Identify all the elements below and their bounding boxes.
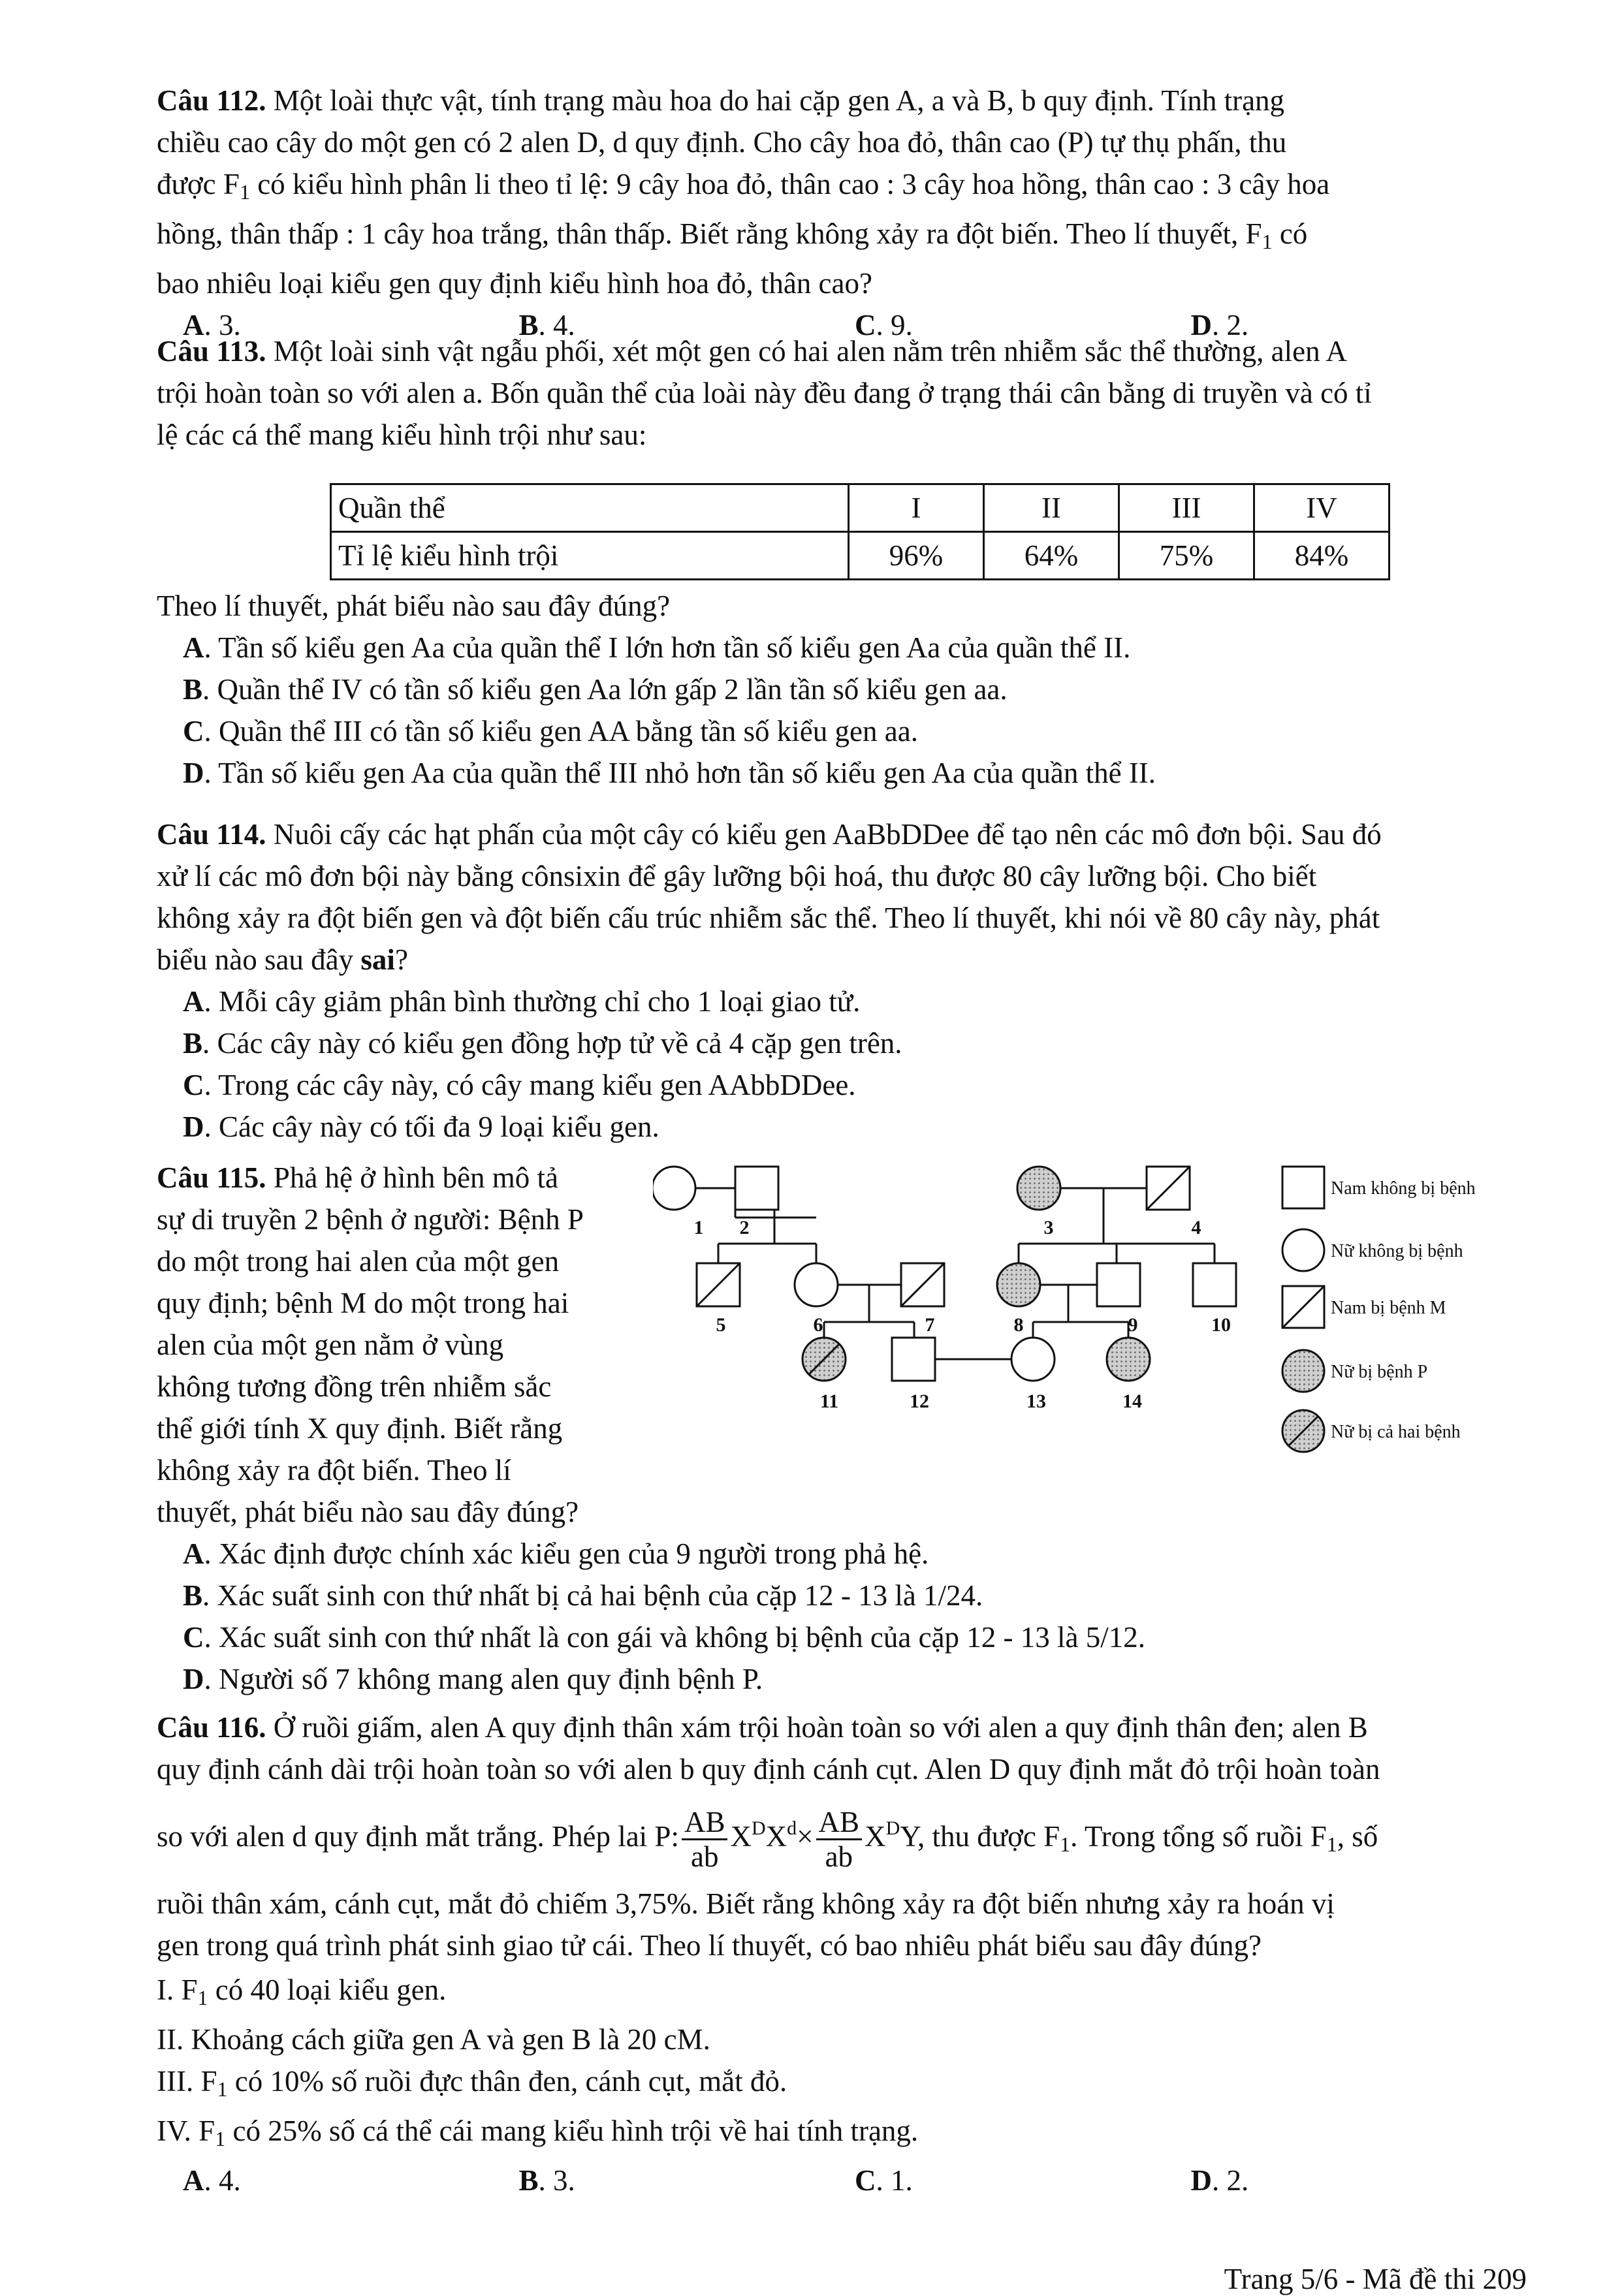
option-a[interactable]: A. 3. bbox=[183, 309, 241, 341]
question-113-options bbox=[157, 585, 1527, 794]
option-a[interactable]: A. 4. bbox=[183, 2164, 241, 2197]
option-b[interactable]: B. 4. bbox=[518, 309, 575, 341]
legend-label: Nữ không bị bệnh bbox=[1331, 1241, 1463, 1261]
table-cell: 75% bbox=[1119, 532, 1254, 580]
table-header: II bbox=[984, 484, 1119, 532]
question-text: thuyết, phát biểu nào sau đây đúng? bbox=[157, 1496, 579, 1528]
question-text: không tương đồng trên nhiễm sắc bbox=[157, 1370, 552, 1403]
question-112 bbox=[157, 80, 1527, 346]
individual-6 bbox=[795, 1263, 838, 1306]
legend-label: Nữ bị bệnh P bbox=[1331, 1362, 1428, 1382]
question-text: chiều cao cây do một gen có 2 alen D, d quy định. Cho cây hoa đỏ, thân cao (P) tự thụ phấn, thu bbox=[157, 126, 1287, 159]
statement-2: II. Khoảng cách giữa gen A và gen B là 20 cM. bbox=[157, 2023, 710, 2056]
option-d[interactable]: D. Các cây này có tối đa 9 loại kiểu gen. bbox=[183, 1110, 659, 1143]
question-text: quy định; bệnh M do một trong hai bbox=[157, 1287, 569, 1319]
cross-formula-line: so với alen d quy định mắt trắng. Phép lai P: $\frac{AB}{ab}$ $X^DX^d\times$ $\frac{AB}{ab}$ $X^DY$, thu được $F_1$. Trong tổng số ruồi $F_1$, số bbox=[157, 1806, 1378, 1874]
individual-14 bbox=[1107, 1338, 1150, 1381]
statement-3: III. $F_1$ có 10% số ruồi đực thân đen, cánh cụt, mắt đỏ. bbox=[157, 2065, 787, 2101]
individual-number: 2 bbox=[739, 1217, 750, 1238]
question-label: Câu 113. bbox=[157, 335, 266, 368]
question-text: do một trong hai alen của một gen bbox=[157, 1245, 560, 1278]
option-c[interactable]: C. 9. bbox=[855, 309, 913, 341]
question-115 bbox=[157, 1157, 640, 1533]
question-label: Câu 112. bbox=[157, 84, 266, 117]
question-text: ruồi thân xám, cánh cụt, mắt đỏ chiếm 3,75%. Biết rằng không xảy ra đột biến nhưng xảy ra hoán vị bbox=[157, 1887, 1335, 1920]
individual-1 bbox=[653, 1167, 695, 1210]
option-a[interactable]: A. Tần số kiểu gen Aa của quần thể I lớn hơn tần số kiểu gen Aa của quần thể II. bbox=[183, 631, 1131, 664]
question-text: gen trong quá trình phát sinh giao tử cái. Theo lí thuyết, có bao nhiêu phát biểu sau đây đúng? bbox=[157, 1929, 1262, 1962]
question-text: lệ các cá thể mang kiểu hình trội như sau: bbox=[157, 418, 647, 451]
question-text: alen của một gen nằm ở vùng bbox=[157, 1329, 504, 1361]
individual-number: 9 bbox=[1128, 1314, 1138, 1336]
individual-number: 10 bbox=[1211, 1314, 1231, 1336]
option-b[interactable]: B. Xác suất sinh con thứ nhất bị cả hai bệnh của cặp 12 - 13 là 1/24. bbox=[183, 1579, 983, 1612]
question-text: không xảy ra đột biến gen và đột biến cấu trúc nhiễm sắc thể. Theo lí thuyết, khi nói về 80 cây này, phát bbox=[157, 902, 1380, 934]
table-row bbox=[331, 484, 1390, 532]
option-b[interactable]: B. Quần thể IV có tần số kiểu gen Aa lớn gấp 2 lần tần số kiểu gen aa. bbox=[183, 673, 1008, 706]
option-d[interactable]: D. Người số 7 không mang alen quy định bệnh P. bbox=[183, 1663, 763, 1695]
pedigree-chart bbox=[653, 1149, 1567, 1488]
question-label: Câu 114. bbox=[157, 818, 266, 851]
individual-number: 1 bbox=[693, 1217, 704, 1238]
individual-9 bbox=[1097, 1263, 1140, 1306]
individual-number: 11 bbox=[819, 1391, 839, 1412]
question-text: có kiểu hình phân li theo tỉ lệ: 9 cây hoa đỏ, thân cao : 3 cây hoa hồng, thân cao : 3 cây hoa bbox=[249, 168, 1330, 200]
individual-4 bbox=[1147, 1167, 1190, 1210]
individual-number: 5 bbox=[716, 1314, 726, 1336]
question-text: biểu nào sau đây bbox=[157, 943, 361, 976]
question-text: không xảy ra đột biến. Theo lí bbox=[157, 1454, 511, 1486]
question-text: Nuôi cấy các hạt phấn của một cây có kiểu gen AaBbDDee để tạo nên các mô đơn bội. Sau đó bbox=[273, 818, 1382, 851]
individual-number: 6 bbox=[813, 1314, 823, 1336]
individual-number: 12 bbox=[910, 1391, 929, 1412]
question-label: Câu 115. bbox=[157, 1161, 266, 1194]
question-label: Câu 116. bbox=[157, 1711, 266, 1744]
question-text: Ở ruồi giấm, alen A quy định thân xám trội hoàn toàn so với alen a quy định thân đen; alen B bbox=[273, 1711, 1368, 1744]
question-text: Một loài thực vật, tính trạng màu hoa do hai cặp gen A, a và B, b quy định. Tính trạng bbox=[273, 84, 1285, 117]
question-text: trội hoàn toàn so với alen a. Bốn quần thể của loài này đều đang ở trạng thái cân bằng di truyền và có tỉ bbox=[157, 377, 1372, 409]
pedigree-legend bbox=[1282, 1167, 1476, 1452]
question-text: so với alen d quy định mắt trắng. Phép lai P: bbox=[157, 1820, 679, 1853]
individual-number: 4 bbox=[1191, 1217, 1201, 1238]
option-a[interactable]: A. Mỗi cây giảm phân bình thường chỉ cho 1 loại giao tử. bbox=[183, 985, 861, 1018]
option-b[interactable]: B. Các cây này có kiểu gen đồng hợp tử về cả 4 cặp gen trên. bbox=[183, 1027, 902, 1060]
individual-5 bbox=[697, 1263, 740, 1306]
question-text: sự di truyền 2 bệnh ở người: Bệnh P bbox=[157, 1203, 584, 1236]
question-114 bbox=[157, 813, 1527, 1148]
question-text: bao nhiêu loại kiểu gen quy định kiểu hình hoa đỏ, thân cao? bbox=[157, 267, 872, 300]
question-116 bbox=[157, 1706, 1527, 2201]
option-c[interactable]: C. Xác suất sinh con thứ nhất là con gái và không bị bệnh của cặp 12 - 13 là 5/12. bbox=[183, 1621, 1146, 1654]
table-cell: 84% bbox=[1254, 532, 1390, 580]
table-row bbox=[331, 532, 1390, 580]
individual-number: 14 bbox=[1122, 1391, 1142, 1412]
individual-number: 7 bbox=[925, 1314, 935, 1336]
question-text: được F bbox=[157, 168, 240, 200]
option-c[interactable]: C. Quần thể III có tần số kiểu gen AA bằng tần số kiểu gen aa. bbox=[183, 715, 918, 747]
individual-12 bbox=[892, 1338, 935, 1381]
table-header: III bbox=[1119, 484, 1254, 532]
emphasis: sai bbox=[360, 943, 395, 976]
individual-11 bbox=[802, 1338, 846, 1381]
question-stem: Theo lí thuyết, phát biểu nào sau đây đúng? bbox=[157, 590, 671, 622]
question-text: Một loài sinh vật ngẫu phối, xét một gen có hai alen nằm trên nhiễm sắc thể thường, alen A bbox=[273, 335, 1347, 368]
legend-symbol bbox=[1282, 1350, 1324, 1392]
individual-number: 8 bbox=[1013, 1314, 1024, 1336]
option-c[interactable]: C. Trong các cây này, có cây mang kiểu gen AAbbDDee. bbox=[183, 1069, 856, 1101]
question-115-options bbox=[157, 1533, 1527, 1700]
question-113 bbox=[157, 330, 1527, 456]
option-d[interactable]: D. 2. bbox=[1190, 2164, 1249, 2197]
individual-13 bbox=[1011, 1338, 1055, 1381]
subscript: 1 bbox=[239, 180, 250, 204]
legend-label: Nam bị bệnh M bbox=[1331, 1298, 1446, 1318]
option-b[interactable]: B. 3. bbox=[518, 2164, 575, 2197]
individual-number: 3 bbox=[1043, 1217, 1054, 1238]
table-cell: 64% bbox=[984, 532, 1119, 580]
times-sign: × bbox=[797, 1820, 814, 1853]
table-header: Quần thể bbox=[331, 484, 849, 532]
legend-symbol bbox=[1282, 1229, 1324, 1271]
question-text: ? bbox=[394, 943, 408, 976]
individual-7 bbox=[901, 1263, 944, 1306]
genotype-fraction: $\frac{AB}{ab}$ bbox=[816, 1806, 863, 1873]
table-header: I bbox=[849, 484, 984, 532]
subscript: 1 bbox=[1262, 230, 1273, 253]
individual-8 bbox=[997, 1263, 1040, 1306]
legend-symbol bbox=[1282, 1167, 1324, 1208]
individual-3 bbox=[1017, 1167, 1060, 1210]
legend-label: Nữ bị cả hai bệnh bbox=[1331, 1422, 1461, 1442]
question-text: quy định cánh dài trội hoàn toàn so với alen b quy định cánh cụt. Alen D quy định mắt đỏ trội hoàn toàn bbox=[157, 1753, 1380, 1785]
option-d[interactable]: D. Tần số kiểu gen Aa của quần thể III nhỏ hơn tần số kiểu gen Aa của quần thể II. bbox=[183, 757, 1156, 789]
statement-4: IV. $F_1$ có 25% số cá thể cái mang kiểu hình trội về hai tính trạng. bbox=[157, 2115, 919, 2150]
answer-options bbox=[157, 2160, 1527, 2201]
option-d[interactable]: D. 2. bbox=[1190, 309, 1249, 341]
statement-1: I. $F_1$ có 40 loại kiểu gen. bbox=[157, 1974, 447, 2009]
table-header: IV bbox=[1254, 484, 1390, 532]
question-text: hồng, thân thấp : 1 cây hoa trắng, thân thấp. Biết rằng không xảy ra đột biến. Theo lí thuyết, F bbox=[157, 217, 1262, 250]
dominant-phenotype-table bbox=[330, 483, 1390, 580]
question-text: xử lí các mô đơn bội này bằng cônsixin để gây lưỡng bội hoá, thu được 80 cây lưỡng bội. Cho biết bbox=[157, 860, 1317, 892]
genotype-fraction: $\frac{AB}{ab}$ bbox=[682, 1806, 728, 1873]
page-footer: Trang 5/6 - Mã đề thi 209 bbox=[1224, 2263, 1527, 2295]
option-a[interactable]: A. Xác định được chính xác kiểu gen của 9 người trong phả hệ. bbox=[183, 1537, 929, 1570]
table-cell: 96% bbox=[849, 532, 984, 580]
individual-10 bbox=[1193, 1263, 1236, 1306]
question-text: Phả hệ ở hình bên mô tả bbox=[273, 1161, 559, 1194]
option-c[interactable]: C. 1. bbox=[855, 2164, 913, 2197]
table-cell: Tỉ lệ kiểu hình trội bbox=[331, 532, 849, 580]
legend-label: Nam không bị bệnh bbox=[1331, 1178, 1476, 1199]
individual-number: 13 bbox=[1026, 1391, 1046, 1412]
individual-2 bbox=[735, 1167, 778, 1210]
question-text: thể giới tính X quy định. Biết rằng bbox=[157, 1412, 563, 1445]
question-text: có bbox=[1272, 217, 1308, 250]
